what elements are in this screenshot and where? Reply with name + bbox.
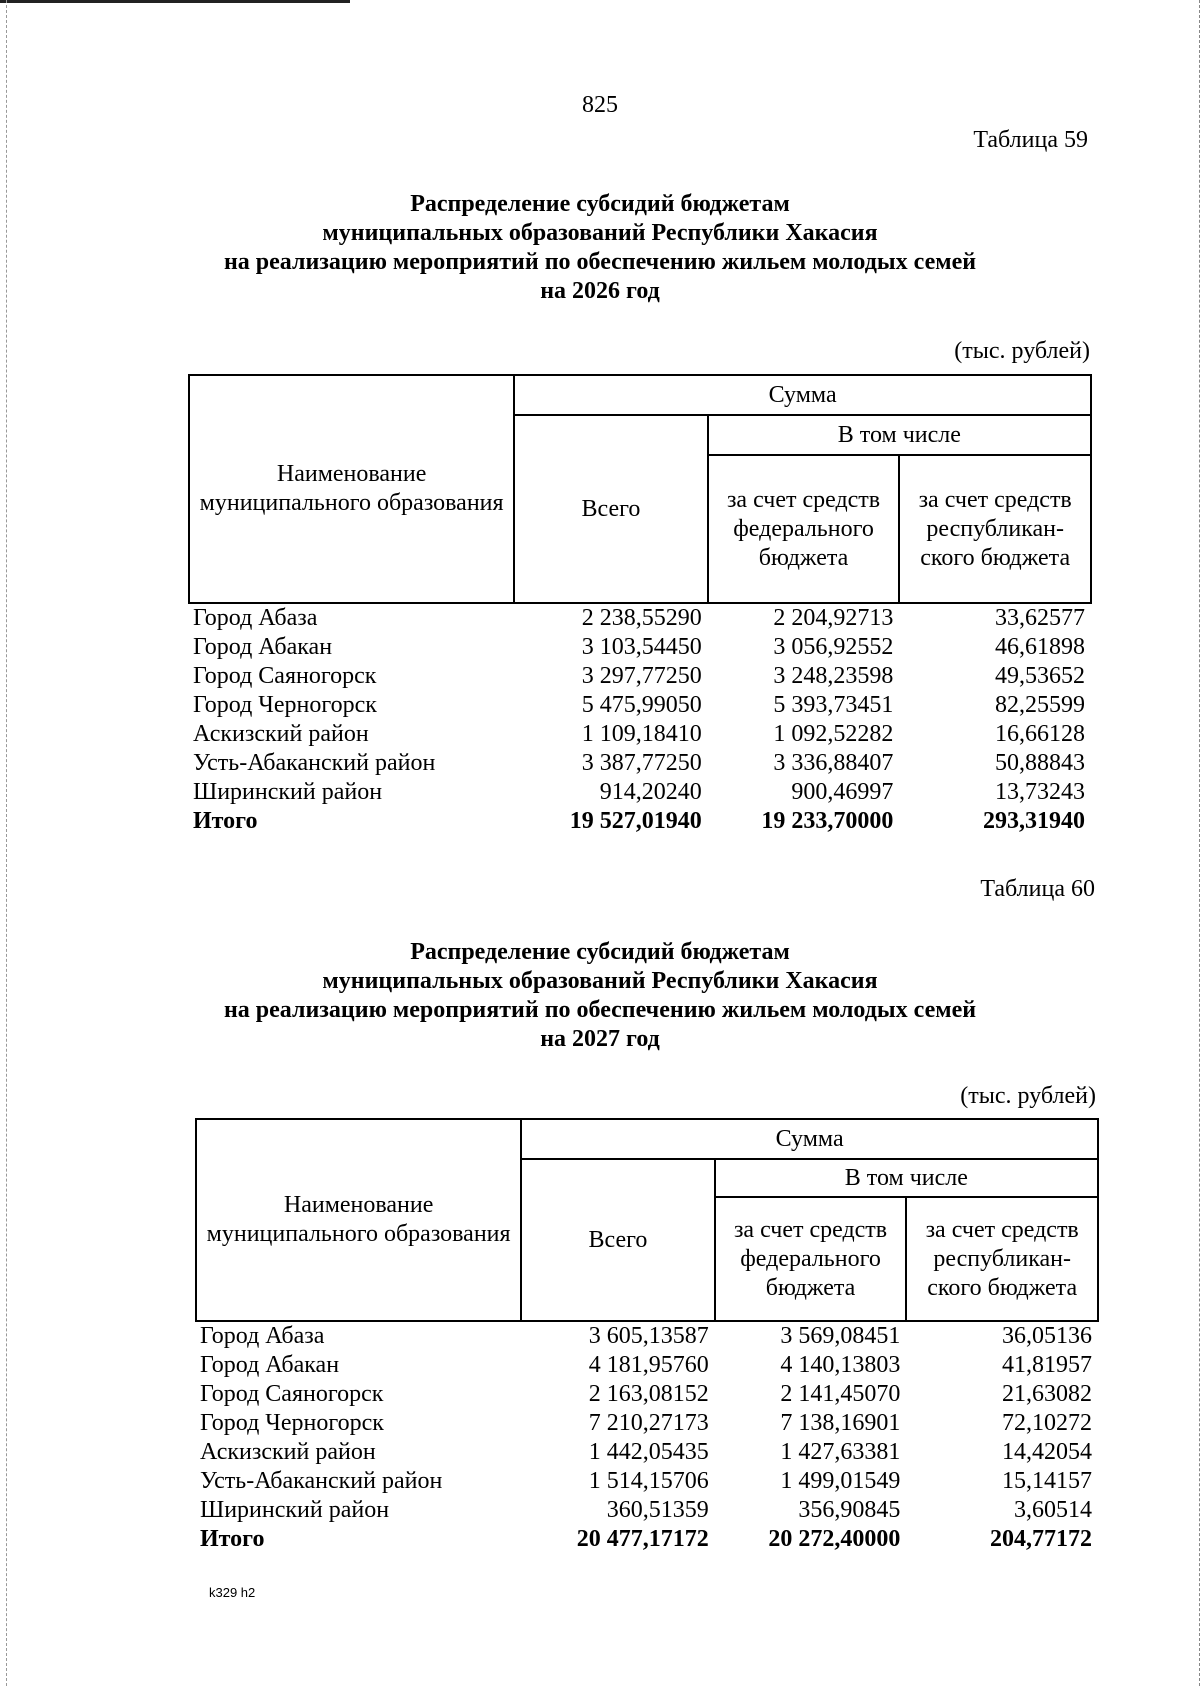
heading-line: на 2026 год bbox=[540, 278, 660, 304]
cell-federal: 7 138,16901 bbox=[780, 1410, 901, 1436]
cell-name: Город Саяногорск bbox=[200, 1381, 384, 1407]
header-total: Всего bbox=[521, 1159, 714, 1321]
table-heading bbox=[0, 938, 1200, 1054]
cell-federal: 20 272,40000 bbox=[768, 1526, 901, 1552]
units-label: (тыс. рублей) bbox=[960, 1083, 1096, 1109]
cell-republic: 204,77172 bbox=[990, 1526, 1092, 1552]
header-federal: за счет средств федерального бюджета bbox=[715, 1197, 907, 1321]
cell-republic: 36,05136 bbox=[1002, 1323, 1092, 1349]
header-total: Всего bbox=[514, 415, 707, 603]
cell-total: 4 181,95760 bbox=[588, 1352, 709, 1378]
header-name: Наименование муниципального образования bbox=[189, 375, 514, 603]
cell-federal: 1 499,01549 bbox=[780, 1468, 901, 1494]
cell-total: 7 210,27173 bbox=[588, 1410, 709, 1436]
heading-line: Распределение субсидий бюджетам bbox=[410, 191, 790, 217]
cell-republic: 33,62577 bbox=[995, 605, 1085, 631]
heading-line: муниципальных образований Республики Хакасия bbox=[322, 968, 878, 994]
cell-federal: 19 233,70000 bbox=[761, 808, 894, 834]
cell-federal: 1 092,52282 bbox=[773, 721, 894, 747]
cell-republic: 13,73243 bbox=[995, 779, 1085, 805]
cell-federal: 3 336,88407 bbox=[773, 750, 894, 776]
cell-total: 360,51359 bbox=[606, 1497, 709, 1523]
cell-name: Город Абакан bbox=[193, 634, 333, 660]
cell-name: Город Абаза bbox=[200, 1323, 325, 1349]
cell-federal: 5 393,73451 bbox=[773, 692, 894, 718]
cell-total: 3 297,77250 bbox=[581, 663, 702, 689]
cell-total-label: Итого bbox=[193, 808, 258, 834]
heading-line: на реализацию мероприятий по обеспечению жильем молодых семей bbox=[223, 249, 977, 275]
cell-federal: 4 140,13803 bbox=[780, 1352, 901, 1378]
scan-artifact-top bbox=[0, 0, 350, 3]
heading-line: на 2027 год bbox=[540, 1026, 660, 1052]
cell-total: 1 514,15706 bbox=[588, 1468, 709, 1494]
cell-federal: 3 248,23598 bbox=[773, 663, 894, 689]
cell-federal: 2 204,92713 bbox=[773, 605, 894, 631]
page-number: 825 bbox=[582, 92, 618, 118]
cell-total: 5 475,99050 bbox=[581, 692, 702, 718]
cell-total: 3 103,54450 bbox=[581, 634, 702, 660]
cell-federal: 1 427,63381 bbox=[780, 1439, 901, 1465]
heading-line: на реализацию мероприятий по обеспечению жильем молодых семей bbox=[223, 997, 977, 1023]
heading-line: муниципальных образований Республики Хакасия bbox=[322, 220, 878, 246]
heading-line: Распределение субсидий бюджетам bbox=[410, 939, 790, 965]
cell-name: Ширинский район bbox=[193, 779, 383, 805]
cell-total: 3 387,77250 bbox=[581, 750, 702, 776]
table-heading bbox=[0, 190, 1200, 306]
cell-name: Город Черногорск bbox=[200, 1410, 384, 1436]
units-label: (тыс. рублей) bbox=[954, 338, 1090, 364]
cell-federal: 900,46997 bbox=[791, 779, 894, 805]
cell-name: Аскизский район bbox=[200, 1439, 376, 1465]
cell-republic: 49,53652 bbox=[995, 663, 1085, 689]
cell-republic: 293,31940 bbox=[983, 808, 1085, 834]
cell-total: 19 527,01940 bbox=[569, 808, 702, 834]
table-label: Таблица 59 bbox=[973, 127, 1088, 153]
cell-total-label: Итого bbox=[200, 1526, 265, 1552]
cell-federal: 3 569,08451 bbox=[780, 1323, 901, 1349]
subsidy-table bbox=[188, 374, 1092, 836]
header-including: В том числе bbox=[715, 1159, 1098, 1197]
cell-total: 2 163,08152 bbox=[588, 1381, 709, 1407]
cell-republic: 72,10272 bbox=[1002, 1410, 1092, 1436]
cell-name: Город Черногорск bbox=[193, 692, 377, 718]
cell-republic: 82,25599 bbox=[995, 692, 1085, 718]
cell-republic: 21,63082 bbox=[1002, 1381, 1092, 1407]
footer-code: k329 h2 bbox=[209, 1585, 256, 1600]
header-republic: за счет средств республикан-ского бюджета bbox=[906, 1197, 1098, 1321]
cell-republic: 41,81957 bbox=[1002, 1352, 1092, 1378]
table-label: Таблица 60 bbox=[980, 876, 1095, 902]
cell-total: 2 238,55290 bbox=[581, 605, 702, 631]
cell-republic: 3,60514 bbox=[1014, 1497, 1092, 1523]
cell-name: Город Абакан bbox=[200, 1352, 340, 1378]
cell-republic: 15,14157 bbox=[1002, 1468, 1092, 1494]
header-sum: Сумма bbox=[514, 375, 1091, 415]
header-name: Наименование муниципального образования bbox=[196, 1119, 521, 1321]
cell-federal: 2 141,45070 bbox=[780, 1381, 901, 1407]
cell-republic: 50,88843 bbox=[995, 750, 1085, 776]
cell-federal: 3 056,92552 bbox=[773, 634, 894, 660]
cell-name: Город Абаза bbox=[193, 605, 318, 631]
cell-total: 20 477,17172 bbox=[576, 1526, 709, 1552]
cell-total: 914,20240 bbox=[599, 779, 702, 805]
cell-name: Аскизский район bbox=[193, 721, 369, 747]
subsidy-table bbox=[195, 1118, 1099, 1554]
cell-republic: 16,66128 bbox=[995, 721, 1085, 747]
header-federal: за счет средств федерального бюджета bbox=[708, 455, 900, 603]
cell-total: 1 442,05435 bbox=[588, 1439, 709, 1465]
cell-name: Усть-Абаканский район bbox=[200, 1468, 443, 1494]
header-including: В том числе bbox=[708, 415, 1091, 455]
header-sum: Сумма bbox=[521, 1119, 1098, 1159]
cell-name: Усть-Абаканский район bbox=[193, 750, 436, 776]
cell-name: Ширинский район bbox=[200, 1497, 390, 1523]
header-republic: за счет средств республикан-ского бюджета bbox=[899, 455, 1091, 603]
cell-republic: 46,61898 bbox=[995, 634, 1085, 660]
cell-name: Город Саяногорск bbox=[193, 663, 377, 689]
cell-republic: 14,42054 bbox=[1002, 1439, 1092, 1465]
cell-total: 3 605,13587 bbox=[588, 1323, 709, 1349]
cell-federal: 356,90845 bbox=[798, 1497, 901, 1523]
cell-total: 1 109,18410 bbox=[581, 721, 702, 747]
